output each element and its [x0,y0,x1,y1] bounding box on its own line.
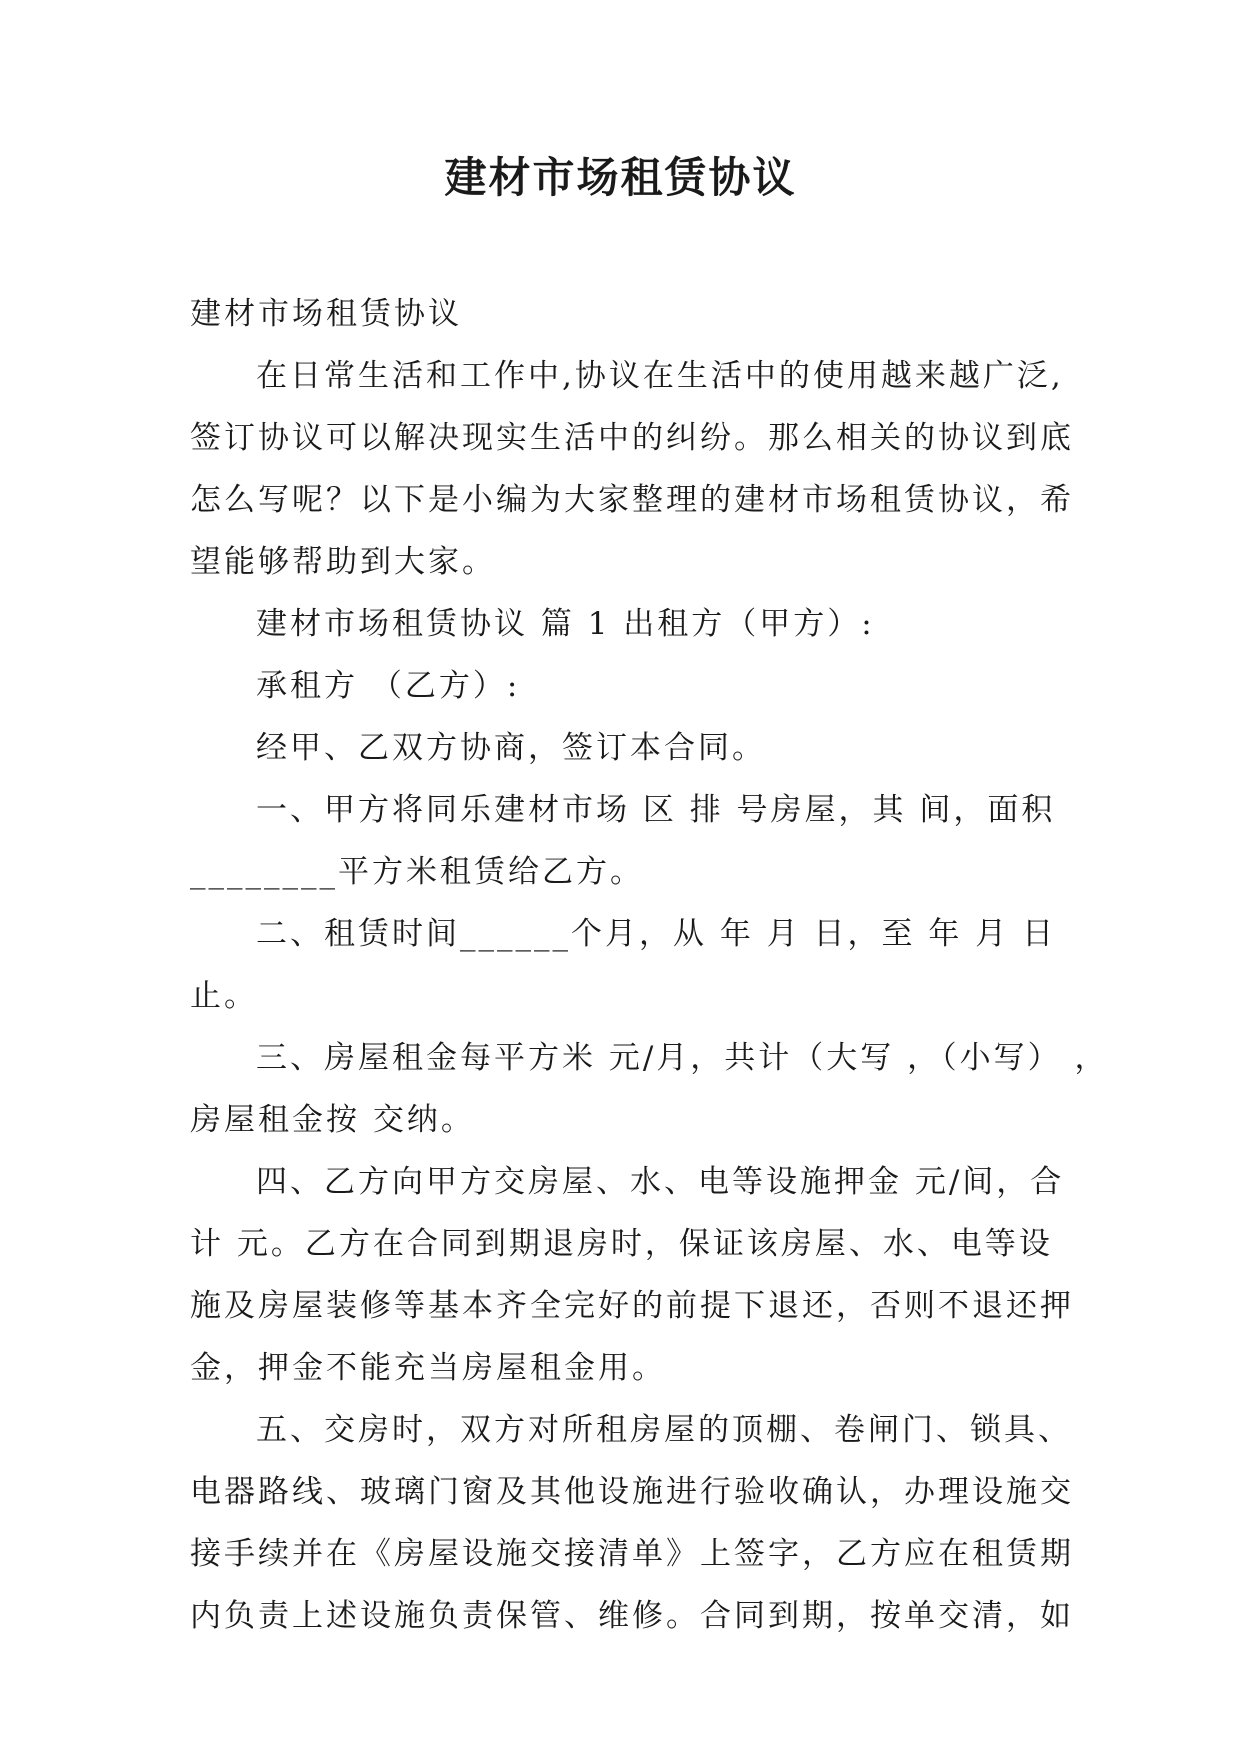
paragraph-line: 一、甲方将同乐建材市场 区 排 号房屋，其 间，面积 [256,792,1056,828]
paragraph-line: 止。 [190,978,258,1014]
paragraph-line: 签订协议可以解决现实生活中的纠纷。那么相关的协议到底 [190,420,1074,456]
paragraph-line: 望能够帮助到大家。 [190,544,496,580]
paragraph-line: 金，押金不能充当房屋租金用。 [190,1350,666,1386]
paragraph-line: 四、乙方向甲方交房屋、水、电等设施押金 元/间，合 [256,1164,1065,1200]
body-heading: 建材市场租赁协议 [190,296,462,332]
paragraph-line: ________平方米租赁给乙方。 [190,854,644,890]
paragraph-line: 内负责上述设施负责保管、维修。合同到期，按单交清，如 [190,1598,1074,1634]
paragraph-line: 电器路线、玻璃门窗及其他设施进行验收确认，办理设施交 [190,1474,1074,1510]
paragraph-line: 承租方 （乙方）: [256,668,521,704]
paragraph-line: 五、交房时，双方对所租房屋的顶棚、卷闸门、锁具、 [256,1412,1072,1448]
paragraph-line: 二、租赁时间______个月，从 年 月 日，至 年 月 日 [256,916,1057,952]
paragraph-line: 计 元。乙方在合同到期退房时，保证该房屋、水、电等设 [190,1226,1053,1262]
paragraph-line: 施及房屋装修等基本齐全完好的前提下退还，否则不退还押 [190,1288,1074,1324]
paragraph-line: 经甲、乙双方协商，签订本合同。 [256,730,766,766]
paragraph-line: 接手续并在《房屋设施交接清单》上签字，乙方应在租赁期 [190,1536,1074,1572]
paragraph-line: 在日常生活和工作中,协议在生活中的使用越来越广泛, [256,358,1064,394]
paragraph-line: 三、房屋租金每平方米 元/月，共计（大写 ，（小写） ， [256,1040,1109,1076]
paragraph-line: 房屋租金按 交纳。 [190,1102,475,1138]
paragraph-line: 怎么写呢？以下是小编为大家整理的建材市场租赁协议，希 [190,482,1074,518]
document-body [190,283,1109,1647]
paragraph-line: 建材市场租赁协议 篇 1 出租方（甲方）: [256,606,875,642]
document-title: 建材市场租赁协议 [444,153,797,202]
